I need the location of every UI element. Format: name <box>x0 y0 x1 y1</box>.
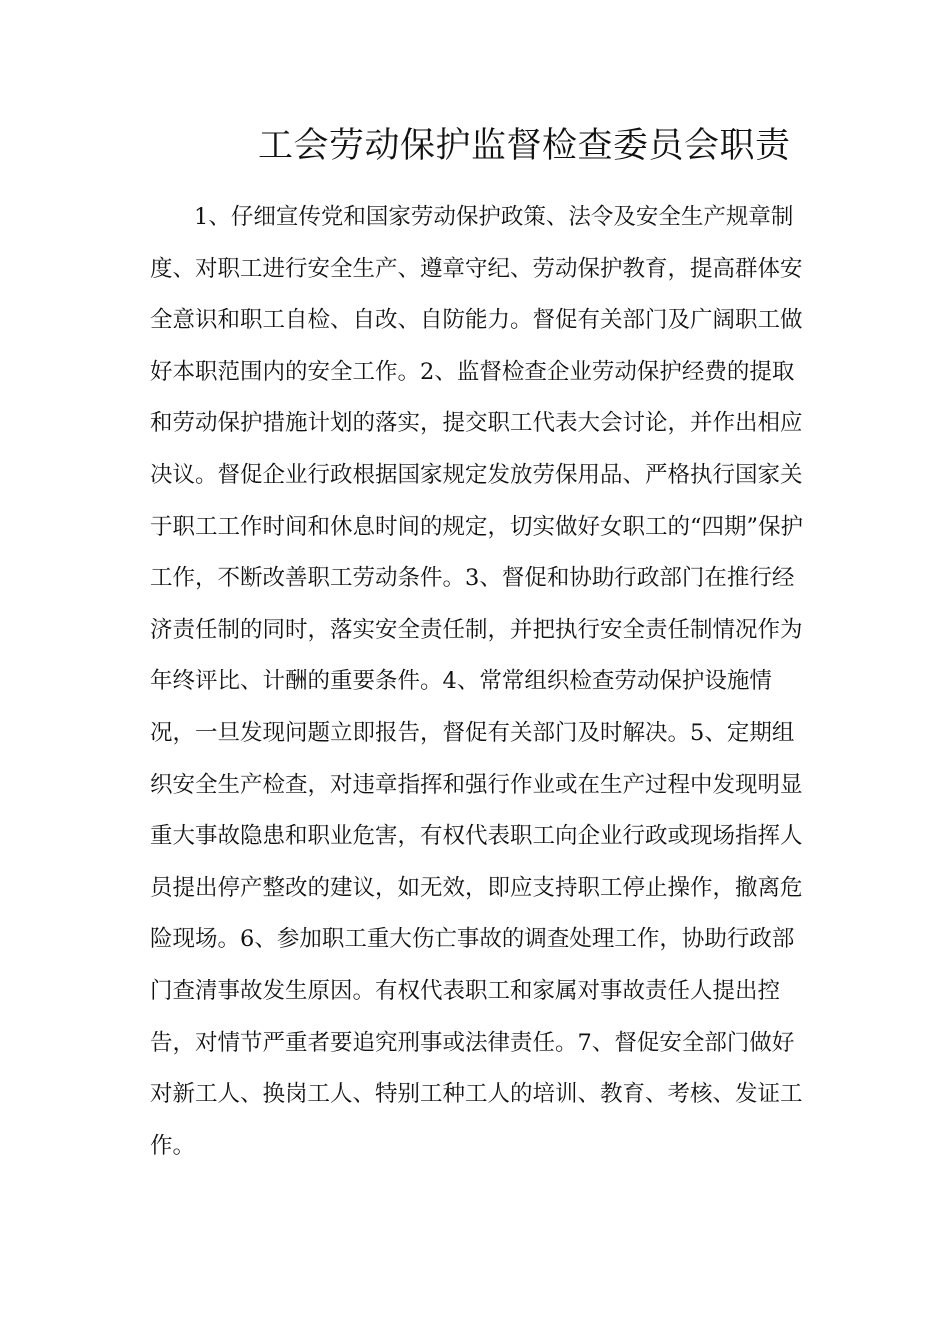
text-line: 1、仔细宣传党和国家劳动保护政策、法令及安全生产规章制 <box>194 204 794 230</box>
document-body <box>150 192 810 1172</box>
text-line: 和劳动保护措施计划的落实，提交职工代表大会讨论，并作出相应 <box>150 410 803 437</box>
text-line: 于职工工作时间和休息时间的规定，切实做好女职工的“四期”保护 <box>150 513 804 540</box>
text-line: 门查清事故发生原因。有权代表职工和家属对事故责任人提出控 <box>150 977 781 1004</box>
text-line: 织安全生产检查，对违章指挥和强行作业或在生产过程中发现明显 <box>150 771 803 798</box>
text-line: 工作，不断改善职工劳动条件。3、督促和协助行政部门在推行经 <box>150 565 795 592</box>
text-line: 员提出停产整改的建议，如无效，即应支持职工停止操作，撤离危 <box>150 874 803 901</box>
text-line: 度、对职工进行安全生产、遵章守纪、劳动保护教育，提高群体安 <box>150 255 803 282</box>
text-line: 作。 <box>150 1132 196 1159</box>
text-line: 济责任制的同时，落实安全责任制，并把执行安全责任制情况作为 <box>150 616 803 643</box>
text-line: 重大事故隐患和职业危害，有权代表职工向企业行政或现场指挥人 <box>150 823 803 850</box>
document-title: 工会劳动保护监督检查委员会职责 <box>258 126 791 166</box>
text-line: 况，一旦发现问题立即报告，督促有关部门及时解决。5、定期组 <box>150 719 795 746</box>
text-line: 决议。督促企业行政根据国家规定发放劳保用品、严格执行国家关 <box>150 461 803 488</box>
text-line: 对新工人、换岗工人、特别工种工人的培训、教育、考核、发证工 <box>150 1081 803 1108</box>
text-line: 全意识和职工自检、自改、自防能力。督促有关部门及广阔职工做 <box>150 307 803 334</box>
text-line: 险现场。6、参加职工重大伤亡事故的调查处理工作，协助行政部 <box>150 926 795 953</box>
text-line: 告，对情节严重者要追究刑事或法律责任。7、督促安全部门做好 <box>150 1029 795 1056</box>
text-line: 好本职范围内的安全工作。2、监督检查企业劳动保护经费的提取 <box>150 358 795 385</box>
text-line: 年终评比、计酬的重要条件。4、常常组织检查劳动保护设施情 <box>150 668 772 695</box>
